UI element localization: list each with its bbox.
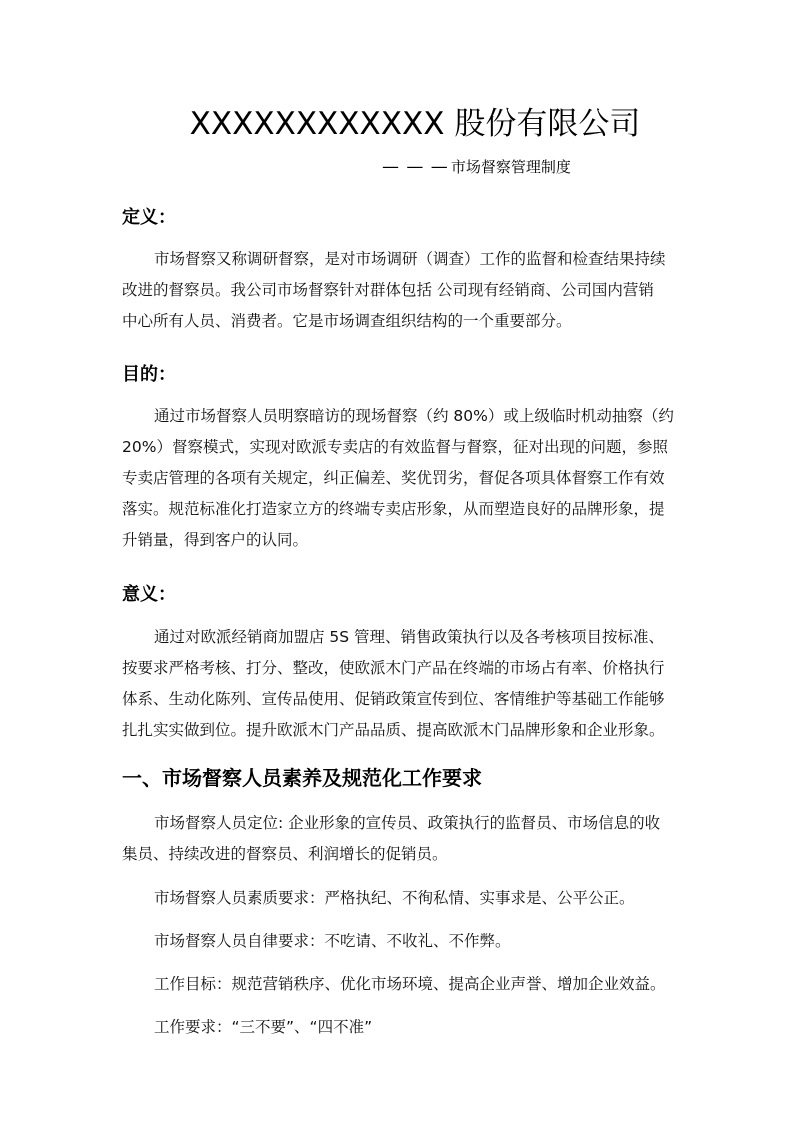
definition-paragraph xyxy=(122,244,682,337)
paragraph-line: 20%）督察模式，实现对欧派专卖店的有效监督与督察，征对出现的问题，参照 xyxy=(122,438,668,456)
paragraph-line: 升销量，得到客户的认同。 xyxy=(122,531,309,549)
document-subtitle xyxy=(382,156,571,177)
discipline-requirement: 市场督察人员自律要求：不吃请、不收礼、不作弊。 xyxy=(154,932,511,950)
definition-heading: 定义： xyxy=(122,207,176,228)
paragraph-line: 通过市场督察人员明察暗访的现场督察（约 80%）或上级临时机动抽察（约 xyxy=(154,407,674,425)
paragraph-line: 扎扎实实做到位。提升欧派木门产品品质、提高欧派木门品牌形象和企业形象。 xyxy=(122,721,665,739)
subtitle-text: 市场督察管理制度 xyxy=(450,158,571,176)
paragraph-line: 专卖店管理的各项有关规定，纠正偏差、奖优罚劣，督促各项具体督察工作有效 xyxy=(122,469,665,487)
purpose-heading: 目的： xyxy=(122,364,176,385)
paragraph-line: 按要求严格考核、打分、整改，使欧派木门产品在终端的市场占有率、价格执行 xyxy=(122,659,665,677)
subtitle-dashes: — — — xyxy=(382,157,449,177)
purpose-paragraph xyxy=(122,401,682,556)
work-goal: 工作目标：规范营销秩序、优化市场环境、提高企业声誉、增加企业效益。 xyxy=(154,975,666,993)
paragraph-line: 市场督察又称调研督察，是对市场调研（调查）工作的监督和检查结果持续 xyxy=(154,250,666,268)
paragraph-line: 集员、持续改进的督察员、利润增长的促销员。 xyxy=(122,845,448,863)
section-one-heading: 一、市场督察人员素养及规范化工作要求 xyxy=(122,766,482,790)
paragraph-line: 中心所有人员、消费者。它是市场调查组织结构的一个重要部分。 xyxy=(122,312,572,330)
work-requirement: 工作要求：“三不要”、“四不准” xyxy=(154,1018,373,1036)
quality-requirement: 市场督察人员素质要求：严格执纪、不徇私情、实事求是、公平公正。 xyxy=(154,889,635,907)
paragraph-line: 市场督察人员定位: 企业形象的宣传员、政策执行的监督员、市场信息的收 xyxy=(154,814,661,832)
paragraph-line: 落实。规范标准化打造家立方的终端专卖店形象，从而塑造良好的品牌形象，提 xyxy=(122,500,665,518)
positioning-paragraph xyxy=(122,808,682,870)
paragraph-line: 改进的督察员。我公司市场督察针对群体包括 公司现有经销商、公司国内营销 xyxy=(122,281,654,299)
document-title: XXXXXXXXXXXX 股份有限公司 xyxy=(189,106,641,142)
paragraph-line: 体系、生动化陈列、宣传品使用、促销政策宣传到位、客情维护等基础工作能够 xyxy=(122,690,665,708)
significance-paragraph xyxy=(122,622,682,746)
significance-heading: 意义： xyxy=(122,584,176,605)
paragraph-line: 通过对欧派经销商加盟店 5S 管理、销售政策执行以及各考核项目按标准、 xyxy=(154,628,665,646)
